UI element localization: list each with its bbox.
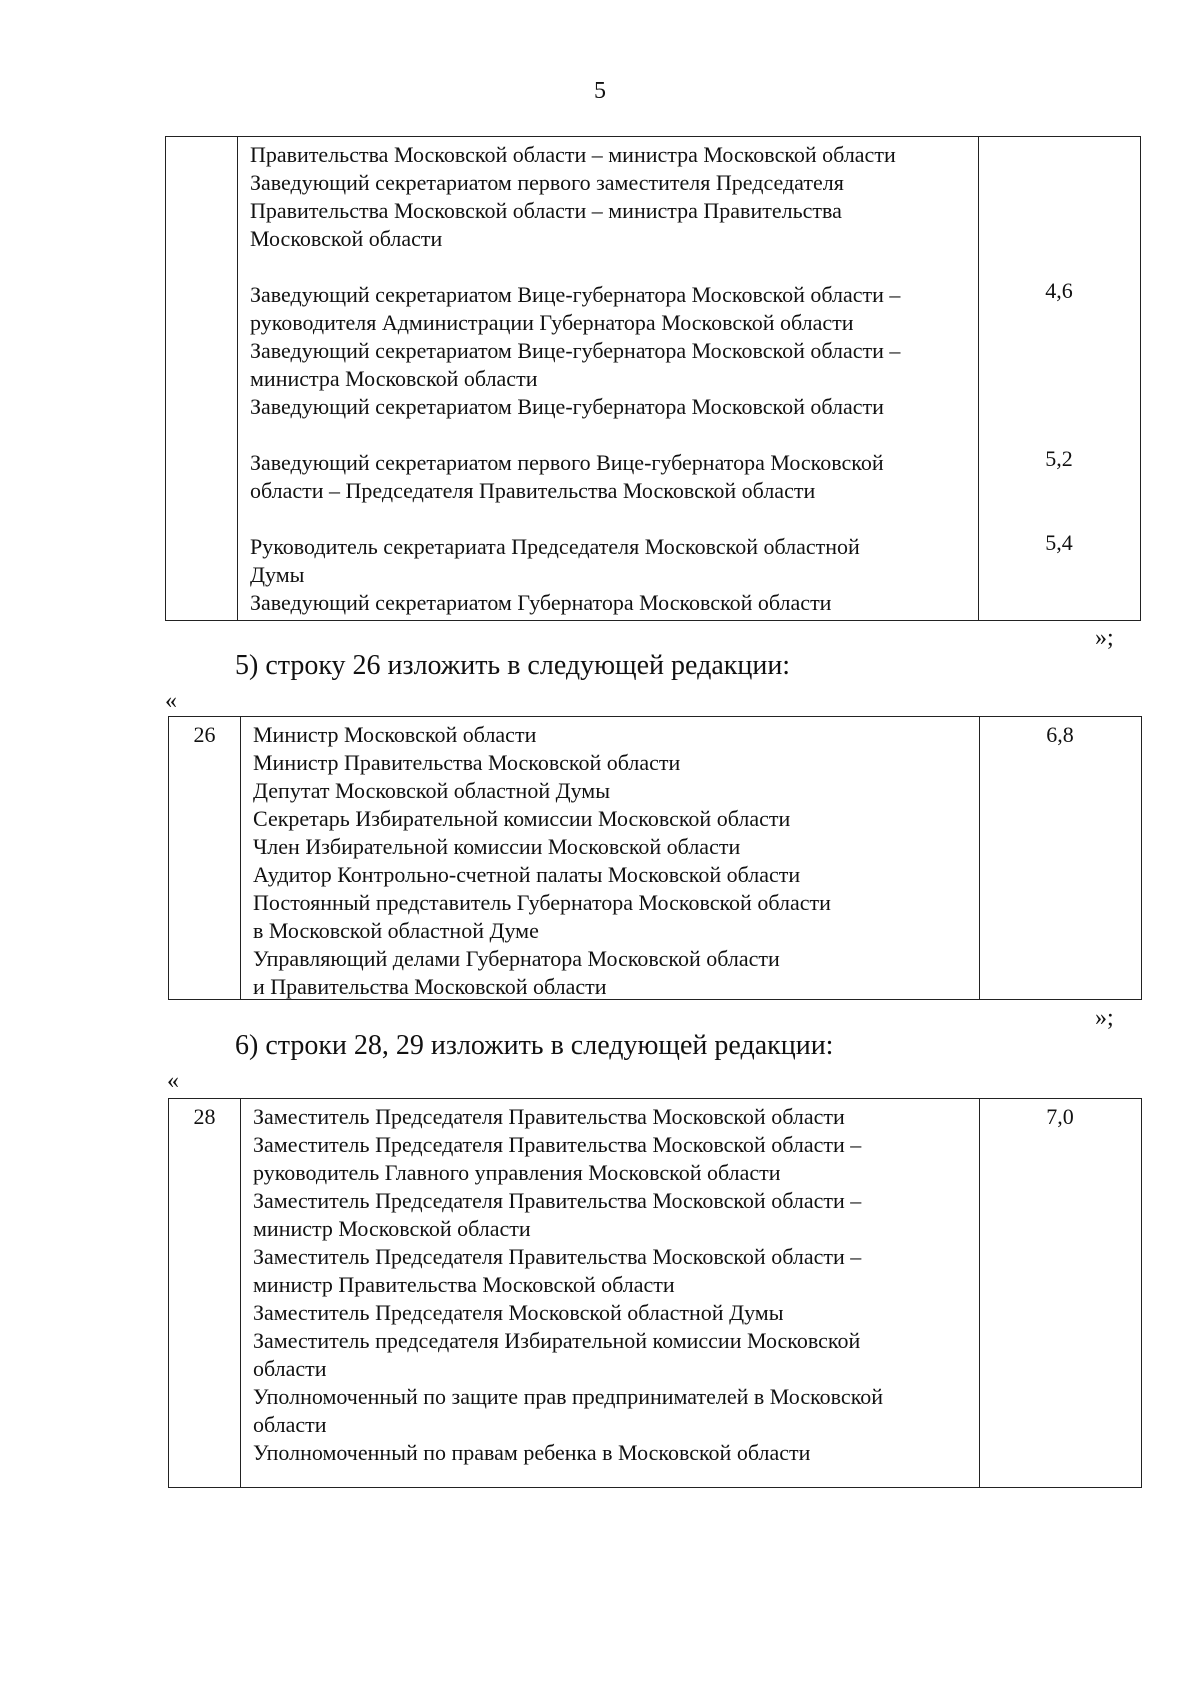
instruction-6: 6) строки 28, 29 изложить в следующей редакции: <box>235 1030 834 1061</box>
position-line: министр Правительства Московской области <box>253 1272 675 1297</box>
position-line: Заместитель Председателя Правительства Московской области <box>253 1104 845 1129</box>
position-line: области – Председателя Правительства Московской области <box>250 478 816 503</box>
opening-quote: « <box>165 688 177 714</box>
position-line: руководитель Главного управления Московской области <box>253 1160 781 1185</box>
coefficient-value: 5,2 <box>1045 446 1073 471</box>
position-group <box>250 281 970 421</box>
coefficient-value: 6,8 <box>1046 722 1074 747</box>
coefficient-column <box>979 717 1141 999</box>
position-line: Заместитель Председателя Московской областной Думы <box>253 1300 784 1325</box>
position-line: руководителя Администрации Губернатора Московской области <box>250 310 854 335</box>
coefficient-column <box>979 1099 1141 1487</box>
page-number: 5 <box>594 78 606 104</box>
position-line: и Правительства Московской области <box>253 974 607 999</box>
position-line: Заведующий секретариатом первого Вице-губернатора Московской <box>250 450 884 475</box>
position-line: министр Московской области <box>253 1216 531 1241</box>
position-line: Заместитель председателя Избирательной комиссии Московской <box>253 1328 861 1353</box>
position-group <box>250 533 970 617</box>
position-line: Член Избирательной комиссии Московской области <box>253 834 741 859</box>
position-line: Министр Правительства Московской области <box>253 750 681 775</box>
position-line: Секретарь Избирательной комиссии Московской области <box>253 806 791 831</box>
position-line: Управляющий делами Губернатора Московской области <box>253 946 780 971</box>
position-line: Заместитель Председателя Правительства Московской области – <box>253 1244 862 1269</box>
instruction-5: 5) строку 26 изложить в следующей редакции: <box>235 650 791 681</box>
position-line: Заведующий секретариатом Губернатора Московской области <box>250 590 832 615</box>
position-line: Заведующий секретариатом Вице-губернатора Московской области – <box>250 282 901 307</box>
closing-quote: »; <box>1095 1005 1114 1031</box>
position-line: Заведующий секретариатом первого заместителя Председателя <box>250 170 844 195</box>
row-number-cell: 26 <box>169 717 241 999</box>
position-list <box>241 1099 979 1467</box>
table-row-26 <box>168 716 1142 1000</box>
closing-quote: »; <box>1095 625 1114 651</box>
row-number-cell <box>166 137 238 620</box>
position-line: области <box>253 1412 327 1437</box>
position-line: Московской области <box>250 226 443 251</box>
opening-quote: « <box>167 1068 179 1094</box>
position-line: Уполномоченный по правам ребенка в Московской области <box>253 1440 811 1465</box>
coefficient-value: 4,6 <box>1045 278 1073 303</box>
table-continuation <box>165 136 1141 621</box>
position-group <box>250 141 970 253</box>
position-line: Заведующий секретариатом Вице-губернатора Московской области – <box>250 338 901 363</box>
position-line: Правительства Московской области – министра Московской области <box>250 142 896 167</box>
table-row-28 <box>168 1098 1142 1488</box>
position-line: Думы <box>250 562 305 587</box>
position-line: Постоянный представитель Губернатора Московской области <box>253 890 831 915</box>
position-line: Заместитель Председателя Правительства Московской области – <box>253 1132 862 1157</box>
position-line: Заведующий секретариатом Вице-губернатора Московской области <box>250 394 884 419</box>
position-line: Уполномоченный по защите прав предпринимателей в Московской <box>253 1384 884 1409</box>
position-line: Правительства Московской области – министра Правительства <box>250 198 842 223</box>
position-line: в Московской областной Думе <box>253 918 539 943</box>
position-list <box>241 717 979 1001</box>
position-line: Руководитель секретариата Председателя Московской областной <box>250 534 860 559</box>
coefficient-value: 7,0 <box>1046 1104 1074 1129</box>
position-line: Министр Московской области <box>253 722 537 747</box>
coefficient-value: 5,4 <box>1045 530 1073 555</box>
position-line: Депутат Московской областной Думы <box>253 778 611 803</box>
position-line: Аудитор Контрольно-счетной палаты Московской области <box>253 862 801 887</box>
position-line: министра Московской области <box>250 366 538 391</box>
position-line: области <box>253 1356 327 1381</box>
position-list <box>238 137 978 617</box>
row-number-cell: 28 <box>169 1099 241 1487</box>
position-line: Заместитель Председателя Правительства Московской области – <box>253 1188 862 1213</box>
position-group <box>250 449 970 505</box>
